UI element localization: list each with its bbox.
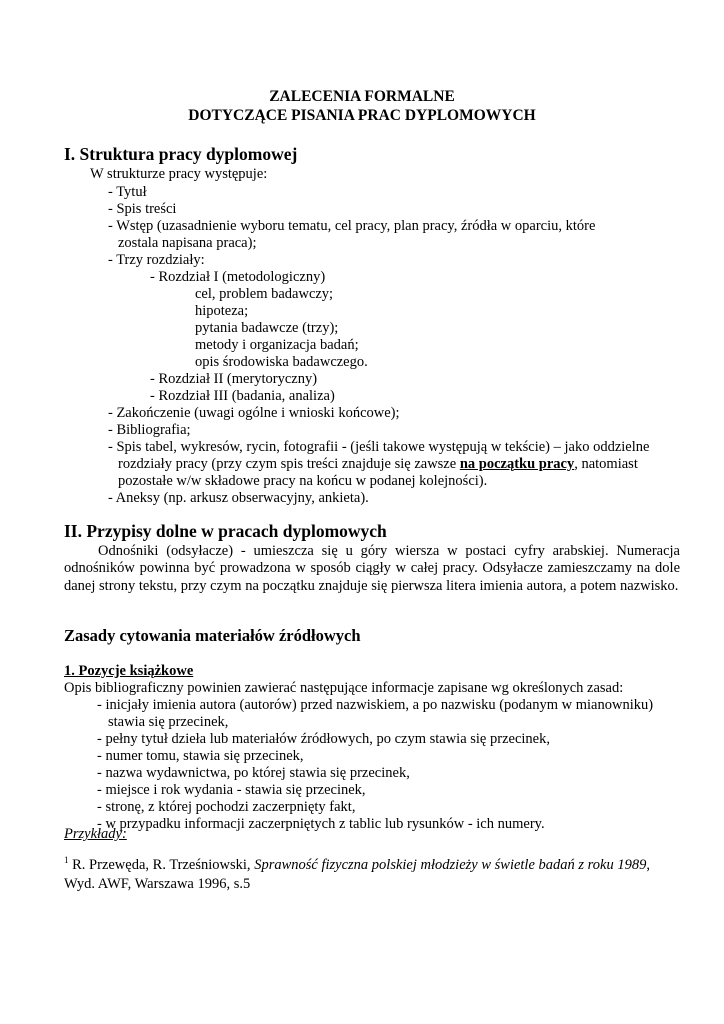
list-item: - nazwa wydawnictwa, po której stawia się przecinek, bbox=[97, 765, 410, 781]
spis-line-prefix: rozdziały pracy (przy czym spis treści znajduje się zawsze bbox=[118, 456, 460, 472]
section2-heading: II. Przypisy dolne w pracach dyplomowych bbox=[64, 521, 387, 541]
footnote-line1 bbox=[64, 857, 650, 874]
list-item: opis środowiska badawczego. bbox=[195, 354, 368, 370]
section3-subheading: 1. Pozycje książkowe bbox=[64, 663, 194, 679]
footnote-authors: R. Przewęda, R. Trześniowski, bbox=[68, 857, 255, 873]
footnote-tail: , bbox=[646, 857, 650, 873]
list-item: - Aneksy (np. arkusz obserwacyjny, ankieta). bbox=[108, 490, 369, 506]
list-item: - numer tomu, stawia się przecinek, bbox=[97, 748, 304, 764]
list-item: - Tytuł bbox=[108, 184, 147, 200]
list-item: - Zakończenie (uwagi ogólne i wnioski końcowe); bbox=[108, 405, 400, 421]
list-item: - Spis treści bbox=[108, 201, 177, 217]
section3-intro: Opis bibliograficzny powinien zawierać następujące informacje zapisane wg określonych zasad: bbox=[64, 680, 624, 696]
section2-paragraph: Odnośniki (odsyłacze) - umieszcza się u góry wiersza w postaci cyfry arabskiej. Numeracja odnośników powinna być prowadzona w sposób ciągły w całej pracy. Odsyłacze zamieszczamy na dole danej strony tekstu, przy czym na początku znajduje się pierwsza litera imienia autora, a potem nazwisko. bbox=[64, 543, 680, 594]
list-item: metody i organizacja badań; bbox=[195, 337, 359, 353]
list-item: stawia się przecinek, bbox=[108, 714, 229, 730]
list-item: - Wstęp (uzasadnienie wyboru tematu, cel pracy, plan pracy, źródła w oparciu, które bbox=[108, 218, 596, 234]
section1-intro: W strukturze pracy występuje: bbox=[90, 166, 268, 182]
list-item: - Spis tabel, wykresów, rycin, fotografii - (jeśli takowe występują w tekście) – jako oddzielne bbox=[108, 439, 650, 455]
list-item: - w przypadku informacji zaczerpniętych z tablic lub rysunków - ich numery. bbox=[97, 816, 545, 832]
section3-heading: Zasady cytowania materiałów źródłowych bbox=[64, 626, 361, 645]
list-item: - Rozdział III (badania, analiza) bbox=[150, 388, 335, 404]
spis-line-suffix: , natomiast bbox=[574, 456, 638, 472]
list-item: pozostałe w/w składowe pracy na końcu w podanej kolejności). bbox=[118, 473, 488, 489]
list-item: - Bibliografia; bbox=[108, 422, 191, 438]
list-item: pytania badawcze (trzy); bbox=[195, 320, 339, 336]
list-item: - pełny tytuł dzieła lub materiałów źródłowych, po czym stawia się przecinek, bbox=[97, 731, 550, 747]
list-item: - stronę, z której pochodzi zaczerpnięty fakt, bbox=[97, 799, 356, 815]
footnote-line2: Wyd. AWF, Warszawa 1996, s.5 bbox=[64, 876, 251, 892]
list-item: - inicjały imienia autora (autorów) przed nazwiskiem, a po nazwisku (podanym w mianowniku) bbox=[97, 697, 654, 713]
footnote-number: 1 bbox=[64, 855, 69, 865]
list-item: zostala napisana praca); bbox=[118, 235, 257, 251]
list-item: - Rozdział II (merytoryczny) bbox=[150, 371, 318, 387]
list-item: cel, problem badawczy; bbox=[195, 286, 334, 302]
list-item: - Trzy rozdziały: bbox=[108, 252, 205, 268]
list-item: - miejsce i rok wydania - stawia się przecinek, bbox=[97, 782, 366, 798]
list-item-spis-line bbox=[118, 456, 638, 473]
section1-heading: I. Struktura pracy dyplomowej bbox=[64, 144, 298, 164]
document-title-line1: ZALECENIA FORMALNE bbox=[269, 88, 455, 105]
list-item: hipoteza; bbox=[195, 303, 249, 319]
examples-label: Przykłady: bbox=[64, 826, 127, 842]
list-item: - Rozdział I (metodologiczny) bbox=[150, 269, 326, 285]
footnote-title: Sprawność fizyczna polskiej młodzieży w świetle badań z roku 1989 bbox=[254, 857, 647, 873]
spis-line-emphasis: na początku pracy bbox=[459, 456, 575, 472]
document-title-line2: DOTYCZĄCE PISANIA PRAC DYPLOMOWYCH bbox=[188, 107, 536, 124]
